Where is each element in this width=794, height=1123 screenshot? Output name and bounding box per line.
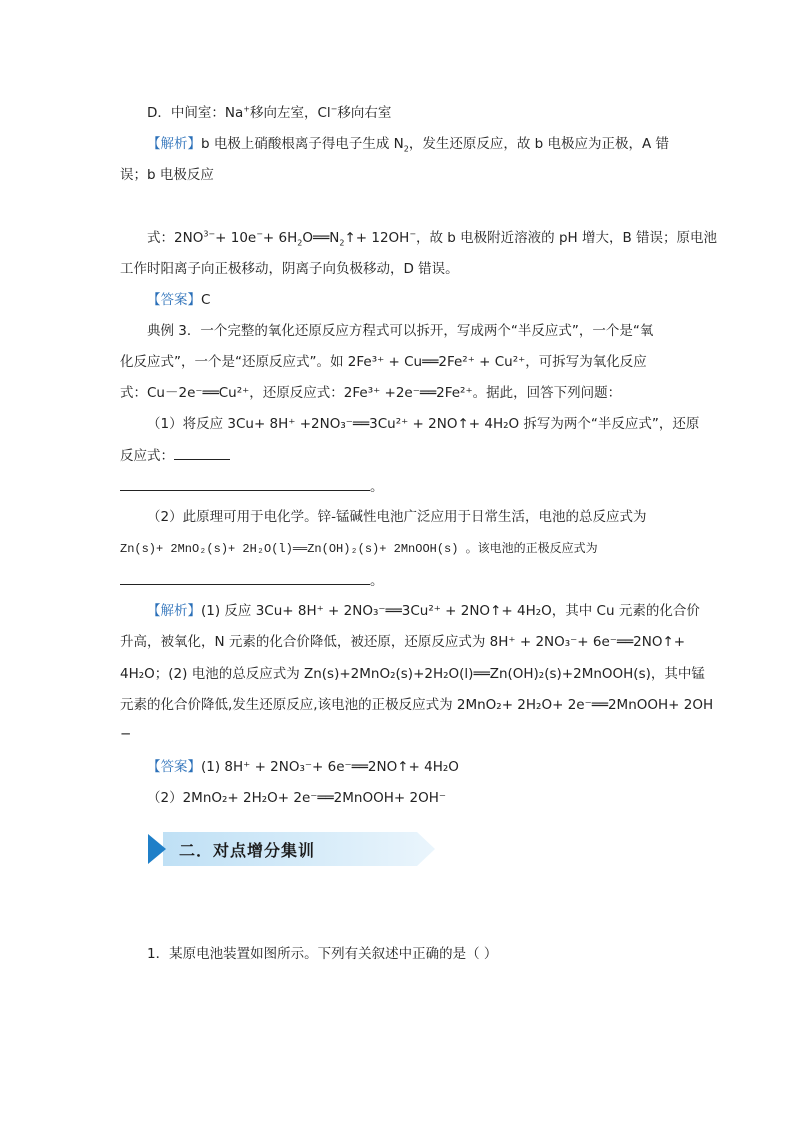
option-d-mid: 移向左室，Cl xyxy=(249,105,331,121)
eq-sub-d: 2 xyxy=(339,238,345,248)
analysis1-line2 xyxy=(120,165,214,185)
eq-sup-b: − xyxy=(256,229,263,239)
eq-part-a: 式：2NO xyxy=(147,230,204,246)
n2-subscript: 2 xyxy=(403,144,409,154)
analysis-tag: 【解析】 xyxy=(147,136,201,152)
answer2-line2 xyxy=(147,788,446,808)
option-d-prefix: D．中间室：Na xyxy=(147,105,244,121)
answer2-tag: 【答案】 xyxy=(147,759,201,775)
q1-end-mark: 。 xyxy=(370,479,384,495)
eq-part-c: + 6H xyxy=(262,230,298,246)
eq-sub-c: 2 xyxy=(297,238,303,248)
q2-line3 xyxy=(120,570,384,591)
example3-line3-text: 式：Cu－2e⁻══Cu²⁺，还原反应式：2Fe³⁺ +2e⁻══2Fe²⁺。据此，回答下列问题： xyxy=(120,385,622,401)
answer-blank-q2[interactable] xyxy=(120,570,370,585)
analysis2-line4 xyxy=(120,695,713,715)
q1-line1-text: （1）将反应 3Cu+ 8H⁺ +2NO₃⁻══3Cu²⁺ + 2NO↑+ 4H₂O 拆写为两个“半反应式”，还原 xyxy=(147,416,700,432)
question1-text: 1．某原电池装置如图所示。下列有关叙述中正确的是（ ） xyxy=(147,946,498,962)
cl-charge: − xyxy=(330,104,338,114)
analysis2-line4-text: 元素的化合价降低,发生还原反应,该电池的正极反应式为 2MnO₂+ 2H₂O+ 2e⁻══2MnOOH+ 2OH xyxy=(120,697,714,713)
q2-line1-text: （2）此原理可用于电化学。锌-锰碱性电池广泛应用于日常生活，电池的总反应式为 xyxy=(147,509,647,525)
answer2-line1 xyxy=(147,757,459,777)
answer2-line1-text: (1) 8H⁺ + 2NO₃⁻+ 6e⁻══2NO↑+ 4H₂O xyxy=(201,759,459,775)
q1-line3 xyxy=(120,476,384,497)
q1-line2 xyxy=(120,445,230,466)
q1-line2-text: 反应式： xyxy=(120,448,174,464)
analysis2-line5-text: − xyxy=(120,726,132,742)
answer-tag: 【答案】 xyxy=(147,292,201,308)
analysis1-line3 xyxy=(147,228,717,248)
answer1-value: C xyxy=(201,292,211,308)
na-charge: + xyxy=(243,104,250,114)
question1 xyxy=(147,944,497,964)
eq-part-f: ，故 b 电极附近溶液的 pH 增大，B 错误；原电池 xyxy=(416,230,718,246)
q1-line1 xyxy=(147,414,699,434)
eq-sup-a: 3− xyxy=(203,229,216,239)
answer-blank-short[interactable] xyxy=(174,445,230,460)
analysis2-line3 xyxy=(120,664,705,684)
analysis2-line1-text: (1) 反应 3Cu+ 8H⁺ + 2NO₃⁻══3Cu²⁺ + 2NO↑+ 4H₂O，其中 Cu 元素的化合价 xyxy=(201,603,700,619)
analysis1-line4 xyxy=(120,259,459,279)
analysis2-line2 xyxy=(120,632,685,652)
analysis1-text: b 电极上硝酸根离子得电子生成 N xyxy=(201,136,404,152)
q2-end-mark: 。 xyxy=(370,573,384,589)
eq-part-e: ↑+ 12OH xyxy=(344,230,410,246)
analysis1-rest: ，发生还原反应，故 b 电极应为正极，A 错 xyxy=(408,136,670,152)
analysis2-line3-text: 4H₂O；(2) 电池的总反应式为 Zn(s)+2MnO₂(s)+2H₂O(l)══Zn(OH)₂(s)+2MnOOH(s)，其中锰 xyxy=(120,666,705,682)
analysis2-line2-text: 升高，被氧化，N 元素的化合价降低，被还原，还原反应式为 8H⁺ + 2NO₃⁻+ 6e⁻══2NO↑+ xyxy=(120,634,686,650)
section-banner xyxy=(145,832,435,866)
example3-line3 xyxy=(120,383,621,403)
option-d-suffix: 移向右室 xyxy=(337,105,392,121)
q2-line2 xyxy=(120,539,598,559)
analysis2-line5 xyxy=(120,724,131,744)
analysis2-line1 xyxy=(147,601,700,621)
analysis2-tag: 【解析】 xyxy=(147,603,201,619)
option-d xyxy=(147,103,391,123)
eq-part-d: O══N xyxy=(302,230,340,246)
eq-part-b: + 10e xyxy=(215,230,257,246)
analysis1-line2-text: 误；b 电极反应 xyxy=(120,167,214,183)
section-title: 二．对点增分集训 xyxy=(179,841,316,860)
analysis1-line1 xyxy=(147,134,669,154)
answer2-line2-text: （2）2MnO₂+ 2H₂O+ 2e⁻══2MnOOH+ 2OH⁻ xyxy=(147,790,446,806)
example3-line1-text: 典例 3．一个完整的氧化还原反应方程式可以拆开，写成两个“半反应式”，一个是“氧 xyxy=(147,323,654,339)
example3-line2 xyxy=(120,352,647,372)
answer-blank-long[interactable] xyxy=(120,476,370,491)
example3-line1 xyxy=(147,321,653,341)
q2-line2-text: Zn(s)+ 2MnO₂(s)+ 2H₂O(l)══Zn(OH)₂(s)+ 2MnOOH(s) 。该电池的正极反应式为 xyxy=(120,542,598,556)
eq-sup-e: − xyxy=(409,229,417,239)
answer1 xyxy=(147,290,210,310)
q2-line1 xyxy=(147,507,646,527)
example3-line2-text: 化反应式”，一个是“还原反应式”。如 2Fe³⁺ + Cu══2Fe²⁺ + Cu²⁺，可拆写为氧化反应 xyxy=(120,354,647,370)
analysis1-line4-text: 工作时阳离子向正极移动，阴离子向负极移动，D 错误。 xyxy=(120,261,459,277)
